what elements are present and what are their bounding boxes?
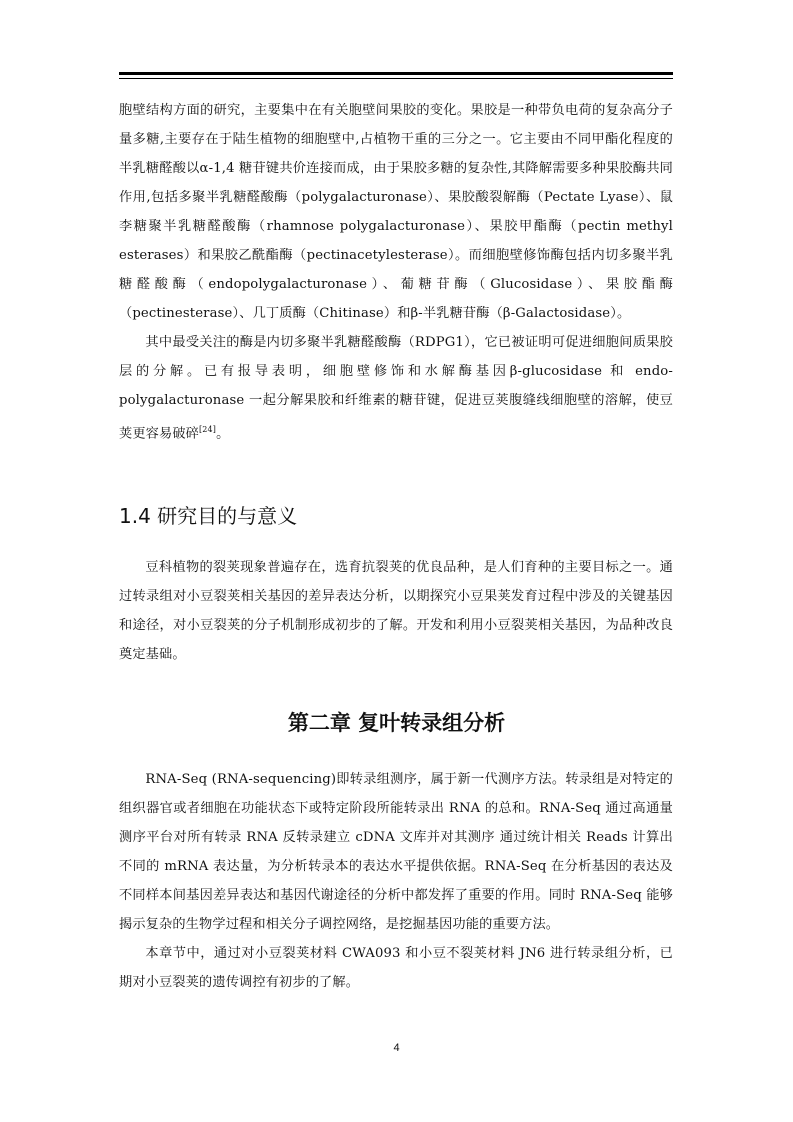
chapter-title: 第二章 复叶转录组分析 — [287, 711, 506, 735]
paragraph-end: 。 — [216, 426, 230, 442]
section14-body — [119, 553, 673, 669]
section1-body — [119, 96, 673, 448]
paragraph — [119, 328, 673, 448]
paragraph-text: 其中最受关注的酶是内切多聚半乳糖醛酸酶（RDPG1），它已被证明可促进细胞间质果胶层的分解。已有报导表明，细胞壁修饰和水解酶基因β-glucosidase 和 endo-polygalacturonase 一起分解果胶和纤维素的糖苷键，促进豆荚腹缝线细胞壁的溶解，使豆荚更容易破碎 — [119, 335, 673, 442]
paragraph: 本章节中，通过对小豆裂荚材料 CWA093 和小豆不裂荚材料 JN6 进行转录组分析，已期对小豆裂荚的遗传调控有初步的了解。 — [119, 946, 673, 990]
section-title: 1.4 研究目的与意义 — [119, 504, 298, 528]
paragraph: 胞壁结构方面的研究，主要集中在有关胞壁间果胶的变化。果胶是一种带负电荷的复杂高分子量多糖,主要存在于陆生植物的细胞壁中,占植物干重的三分之一。它主要由不同甲酯化程度的半乳糖醛酸以α-1,4 糖苷键共价连接而成，由于果胶多糖的复杂性,其降解需要多种果胶酶共同作用,包括多聚半乳糖醛酸酶（polygalacturonase）、果胶酸裂解酶（Pectate Lyase）、鼠李糖聚半乳糖醛酸酶（rhamnose polygalacturonase）、果胶甲酯酶（pectin methyl esterases）和果胶乙酰酯酶（pectinacetylesterase）。而细胞壁修饰酶包括内切多聚半乳糖醛酸酶（endopolygalacturonase）、葡糖苷酶（Glucosidase）、果胶酯酶（pectinesterase）、几丁质酶（Chitinase）和β-半乳糖苷酶（β-Galactosidase）。 — [119, 103, 673, 321]
page-number: 4 — [393, 1042, 400, 1054]
paragraph: 豆科植物的裂荚现象普遍存在，选育抗裂荚的优良品种，是人们育种的主要目标之一。通过转录组对小豆裂荚相关基因的差异表达分析，以期探究小豆果荚发育过程中涉及的关键基因和途径，对小豆裂荚的分子机制形成初步的了解。开发和利用小豆裂荚相关基因，为品种改良奠定基础。 — [119, 560, 673, 662]
header-rule-thick — [119, 72, 673, 75]
chapter2-body — [119, 765, 673, 997]
header-rule-thin — [119, 78, 673, 79]
paragraph: RNA-Seq (RNA-sequencing)即转录组测序，属于新一代测序方法。转录组是对特定的组织器官或者细胞在功能状态下或特定阶段所能转录出 RNA 的总和。RNA-Seq 通过高通量测序平台对所有转录 RNA 反转录建立 cDNA 文库并对其测序 通过统计相关 Reads 计算出不同的 mRNA 表达量，为分析转录本的表达水平提供依据。RNA-Seq 在分析基因的表达及不同样本间基因差异表达和基因代谢途径的分析中都发挥了重要的作用。同时 RNA-Seq 能够揭示复杂的生物学过程和相关分子调控网络，是挖掘基因功能的重要方法。 — [119, 772, 673, 932]
citation-ref: [24] — [199, 425, 217, 434]
